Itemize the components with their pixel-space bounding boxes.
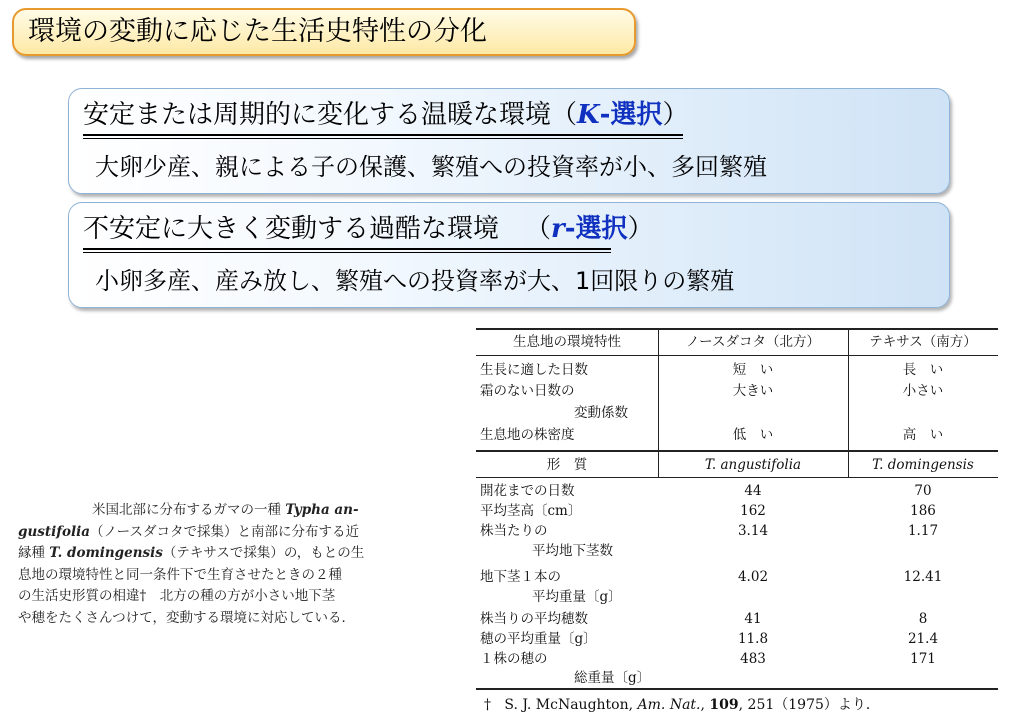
trait-south-7: 171 <box>910 651 936 667</box>
r-selection-panel <box>68 202 950 308</box>
trait-north-4: 4.02 <box>737 569 769 585</box>
table-footnote: † S. J. McNaughton, Am. Nat., 109, 251（1975）より． <box>484 697 880 713</box>
r-heading-underline-2 <box>83 252 611 253</box>
r-environment-text: 不安定に大きく変動する過酷な環境 <box>83 214 500 244</box>
trait-label-3b: 平均地下茎数 <box>532 543 613 559</box>
trait-label-3: 株当たりの <box>480 523 548 539</box>
env-south-1: 長 い <box>902 362 944 378</box>
trait-north-2: 162 <box>740 503 766 519</box>
k-environment-text: 安定または周期的に変化する温暖な環境 <box>83 100 552 130</box>
k-selection-traits: 大卵少産、親による子の保護、繁殖への投資率が小、多回繁殖 <box>95 153 767 181</box>
trait-label-4: 地下茎１本の <box>480 569 561 585</box>
table-rule-mid <box>476 450 998 452</box>
env-north-3: 低 い <box>732 427 774 443</box>
figure-caption: 米国北部に分布するガマの一種 Typha an- gustifolia（ノースダコタで採集）と南部に分布する近 縁種 T. domingensis（テキサスで採集）の，もとの生 息地の環境特性と同一条件下で生育させたときの２種 の生活史形質の相違† 北方の種の方が小さい地下茎 や穂をたくさんつけて，変動する環境に対応している． <box>18 502 365 626</box>
trait-header-north: T. angustifolia <box>704 457 802 473</box>
table-header-north: ノースダコタ（北方） <box>686 334 820 350</box>
env-south-3: 高 い <box>902 427 944 443</box>
trait-label-5: 株当りの平均穂数 <box>480 611 588 627</box>
page-title: 環境の変動に応じた生活史特性の分化 <box>12 8 636 56</box>
r-heading-underline <box>83 248 611 250</box>
r-selection-traits: 小卵多産、産み放し、繁殖への投資率が大、1回限りの繁殖 <box>95 267 735 295</box>
k-heading-underline-2 <box>83 138 683 139</box>
env-label-3: 生息地の株密度 <box>480 427 575 443</box>
table-rule-bottom <box>476 688 998 690</box>
k-selection-heading: 安定または周期的に変化する温暖な環境（K-選択） <box>83 100 689 130</box>
k-selection-panel <box>68 88 950 194</box>
trait-header-south: T. domingensis <box>872 457 974 473</box>
r-selection-label: -選択 <box>564 214 628 244</box>
trait-south-6: 21.4 <box>907 631 939 647</box>
trait-south-3: 1.17 <box>907 523 939 539</box>
trait-north-3: 3.14 <box>737 523 769 539</box>
table-rule-top <box>476 328 998 330</box>
trait-label-1: 開花までの日数 <box>480 483 575 499</box>
r-letter: r <box>551 214 565 244</box>
r-selection-heading: 不安定に大きく変動する過酷な環境 （r-選択） <box>83 214 654 244</box>
trait-label-7b: 総重量〔g〕 <box>574 670 651 686</box>
table-header-env: 生息地の環境特性 <box>513 334 621 350</box>
env-label-1: 生長に適した日数 <box>480 362 588 378</box>
table-rule-header <box>476 355 998 356</box>
trait-north-6: 11.8 <box>737 631 769 647</box>
trait-north-5: 41 <box>744 611 762 627</box>
env-label-2b: 変動係数 <box>574 405 628 421</box>
k-selection-label: -選択 <box>599 100 663 130</box>
env-south-2: 小さい <box>902 383 944 399</box>
env-north-2: 大きい <box>732 383 774 399</box>
k-heading-underline <box>83 134 683 136</box>
trait-north-7: 483 <box>740 651 766 667</box>
table-header-south: テキサス（南方） <box>869 334 977 350</box>
trait-south-2: 186 <box>910 503 936 519</box>
trait-north-1: 44 <box>744 483 762 499</box>
life-history-table <box>476 328 998 690</box>
trait-label-6: 穂の平均重量〔g〕 <box>480 631 597 647</box>
env-label-2: 霜のない日数の <box>480 383 575 399</box>
trait-label-4b: 平均重量〔g〕 <box>532 589 622 605</box>
trait-south-1: 70 <box>914 483 932 499</box>
trait-label-2: 平均茎高〔cm〕 <box>480 503 582 519</box>
trait-label-7: １株の穂の <box>480 651 548 667</box>
k-letter: K <box>577 100 600 130</box>
trait-header-label: 形 質 <box>546 457 588 473</box>
table-rule-trait-header <box>476 477 998 478</box>
trait-south-4: 12.41 <box>903 569 943 585</box>
env-north-1: 短 い <box>732 362 774 378</box>
trait-south-5: 8 <box>918 611 928 627</box>
